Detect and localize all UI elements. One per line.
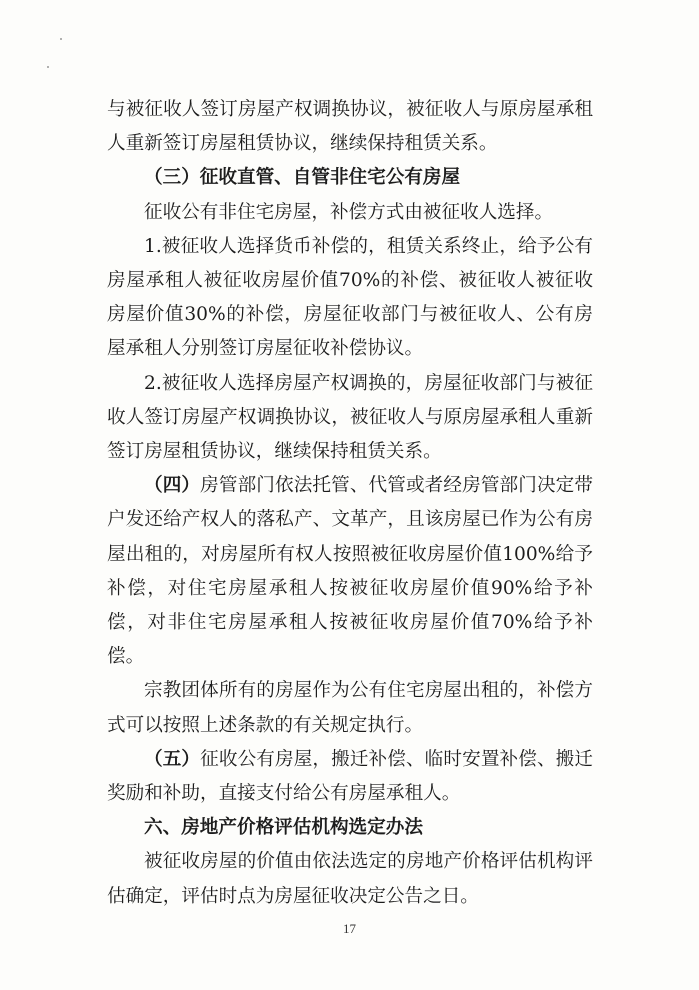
paragraph-5-text: 征收公有房屋，搬迁补偿、临时安置补偿、搬迁奖励和补助，直接支付给公有房屋承租人。 <box>107 748 593 805</box>
paragraph-5 <box>107 743 593 811</box>
label-five: （五） <box>144 748 201 770</box>
scan-speck-1 <box>60 38 62 40</box>
paragraph: 被征收房屋的价值由依法选定的房地产价格评估机构评估确定，评估时点为房屋征收决定公告之日。 <box>107 851 593 907</box>
page-number: 17 <box>343 921 356 936</box>
section-heading-3: （三）征收直管、自管非住宅公有房屋 <box>144 167 461 189</box>
paragraph-item-2: 2.被征收人选择房屋产权调换的，房屋征收部门与被征收人签订房屋产权调换协议，被征收人与原房屋承租人重新签订房屋租赁协议，继续保持租赁关系。 <box>107 372 593 463</box>
document-body <box>107 93 593 914</box>
paragraph-4 <box>107 469 593 674</box>
paragraph: 宗教团体所有的房屋作为公有住宅房屋出租的，补偿方式可以按照上述条款的有关规定执行。 <box>107 680 593 736</box>
paragraph-4-text: 房管部门依法托管、代管或者经房管部门决定带户发还给产权人的落私产、文革产，且该房屋已作为公有房屋出租的，对房屋所有权人按照被征收房屋价值100%给予补偿，对住宅房屋承租人按被征收房屋价值90%给予补偿，对非住宅房屋承租人按被征收房屋价值70%给予补偿。 <box>107 475 593 668</box>
paragraph-continuation: 与被征收人签订房屋产权调换协议，被征收人与原房屋承租人重新签订房屋租赁协议，继续保持租赁关系。 <box>107 99 593 155</box>
paragraph-item-1: 1.被征收人选择货币补偿的，租赁关系终止，给予公有房屋承租人被征收房屋价值70%的补偿、被征收人被征收房屋价值30%的补偿，房屋征收部门与被征收人、公有房屋承租人分别签订房屋征收补偿协议。 <box>107 235 593 360</box>
scan-speck-2 <box>47 66 49 68</box>
paragraph: 征收公有非住宅房屋，补偿方式由被征收人选择。 <box>144 201 554 223</box>
section-heading-6: 六、房地产价格评估机构选定办法 <box>144 817 423 839</box>
label-four: （四） <box>144 475 201 497</box>
